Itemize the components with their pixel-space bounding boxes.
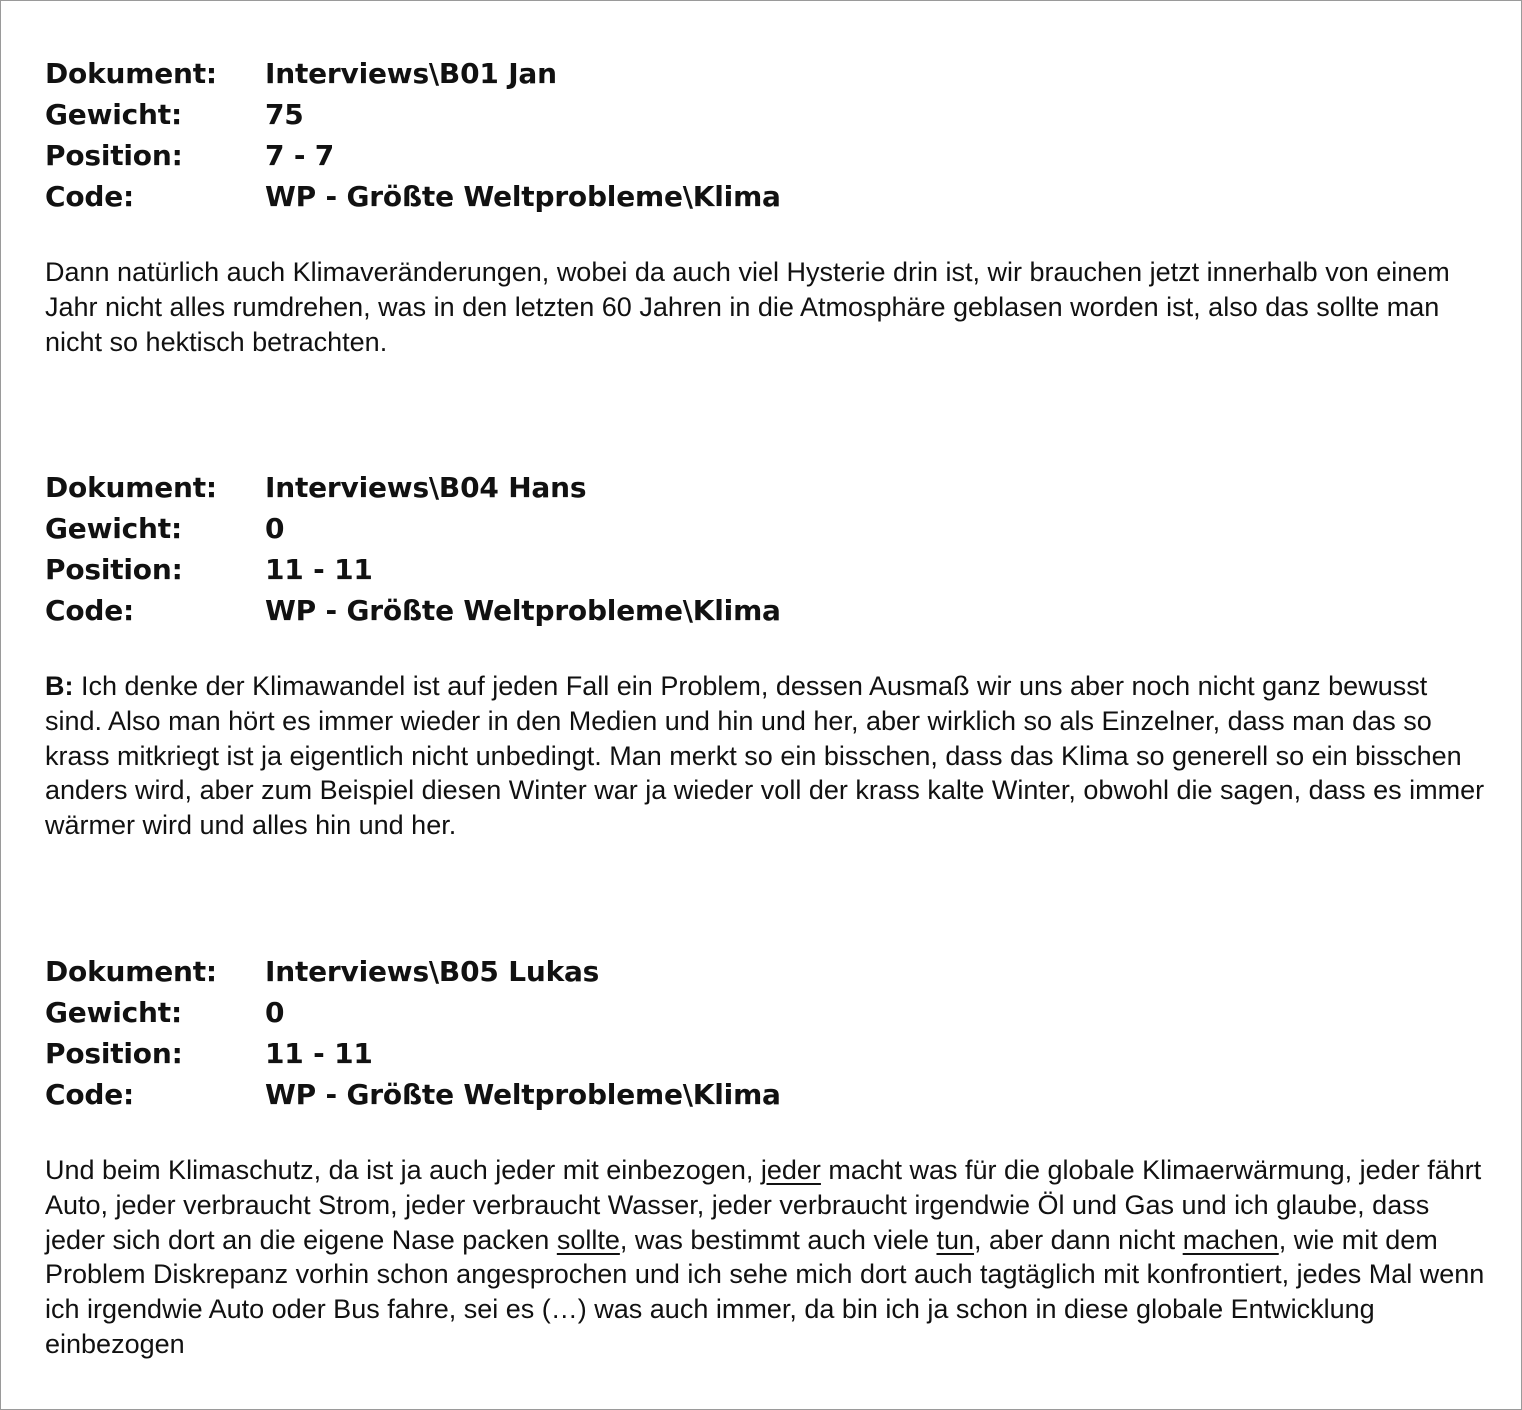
code-row [45, 176, 1495, 217]
position-row [45, 1033, 1495, 1074]
coded-segment-1 [45, 53, 1495, 359]
segment-text-part: , was bestimmt auch viele [619, 1224, 937, 1255]
document-row [45, 53, 1495, 94]
segment-text-part: macht was für die globale Klimaerwärmung, jeder fährt Auto, jeder verbraucht Strom, jeder verbraucht Wasser, jeder verbraucht irgendwie Öl und Gas und ich glaube, dass jeder sich dort an die eigene Nase packen [45, 1155, 1482, 1255]
speaker-label: B: [45, 671, 74, 701]
coded-segment-3 [45, 951, 1495, 1362]
weight-row [45, 992, 1495, 1033]
position-row [45, 549, 1495, 590]
position-value: 7 - 7 [265, 139, 335, 172]
weight-value: 75 [265, 98, 304, 131]
weight-label: Gewicht: [45, 512, 182, 545]
underlined-word: jeder [760, 1155, 821, 1185]
weight-row [45, 508, 1495, 549]
position-value: 11 - 11 [265, 553, 373, 586]
code-row [45, 590, 1495, 631]
coded-segment-2 [45, 467, 1495, 843]
document-row [45, 951, 1495, 992]
code-label: Code: [45, 180, 135, 213]
weight-value: 0 [265, 512, 285, 545]
weight-label: Gewicht: [45, 996, 182, 1029]
underlined-word: sollte [556, 1224, 620, 1255]
segment-text-body: Dann natürlich auch Klimaveränderungen, wobei da auch viel Hysterie drin ist, wir brauchen jetzt innerhalb von einem Jahr nicht alles rumdrehen, was in den letzten 60 Jahren in die Atmosphäre geblasen worden ist, also das sollte man nicht so hektisch betrachten. [45, 257, 1450, 357]
segment-text [45, 669, 1490, 843]
segment-metadata [45, 53, 1495, 217]
code-value: WP - Größte Weltprobleme\Klima [265, 1078, 781, 1111]
underlined-word: machen [1182, 1224, 1279, 1255]
code-label: Code: [45, 1078, 135, 1111]
position-label: Position: [45, 1037, 183, 1070]
segment-text-part: , aber dann nicht [974, 1224, 1183, 1255]
position-label: Position: [45, 553, 183, 586]
position-value: 11 - 11 [265, 1037, 373, 1070]
code-row [45, 1074, 1495, 1115]
segment-text-body: Ich denke der Klimawandel ist auf jeden Fall ein Problem, dessen Ausmaß wir uns aber noch nicht ganz bewusst sind. Also man hört es immer wieder in den Medien und hin und her, aber wirklich so als Einzelner, dass man das so krass mitkriegt ist ja eigentlich nicht unbedingt. Man merkt so ein bisschen, dass das Klima so generell so ein bisschen anders wird, aber zum Beispiel diesen Winter war ja wieder voll der krass kalte Winter, obwohl die sagen, dass es immer wärmer wird und alles hin und her. [45, 671, 1485, 841]
document-value: Interviews\B05 Lukas [265, 955, 600, 988]
document-label: Dokument: [45, 471, 217, 504]
weight-value: 0 [265, 996, 285, 1029]
document-value: Interviews\B04 Hans [265, 471, 587, 504]
document-row [45, 467, 1495, 508]
segment-text-part: , wie mit dem Problem Diskrepanz vorhin schon angesprochen und ich sehe mich dort auch tagtäglich mit konfrontiert, jedes Mal wenn ich irgendwie Auto oder Bus fahre, sei es (…) was auch immer, da bin ich ja schon in diese globale Entwicklung einbezogen [45, 1224, 1485, 1359]
code-value: WP - Größte Weltprobleme\Klima [265, 594, 781, 627]
weight-row [45, 94, 1495, 135]
weight-label: Gewicht: [45, 98, 182, 131]
segment-text-part: Und beim Klimaschutz, da ist ja auch jeder mit einbezogen, [45, 1155, 761, 1185]
document-value: Interviews\B01 Jan [265, 57, 557, 90]
segment-text [45, 255, 1490, 359]
segment-text [45, 1153, 1490, 1362]
document-label: Dokument: [45, 57, 217, 90]
segment-metadata [45, 951, 1495, 1115]
document-label: Dokument: [45, 955, 217, 988]
position-row [45, 135, 1495, 176]
code-label: Code: [45, 594, 135, 627]
segment-metadata [45, 467, 1495, 631]
position-label: Position: [45, 139, 183, 172]
code-value: WP - Größte Weltprobleme\Klima [265, 180, 781, 213]
underlined-word: tun [936, 1224, 975, 1255]
